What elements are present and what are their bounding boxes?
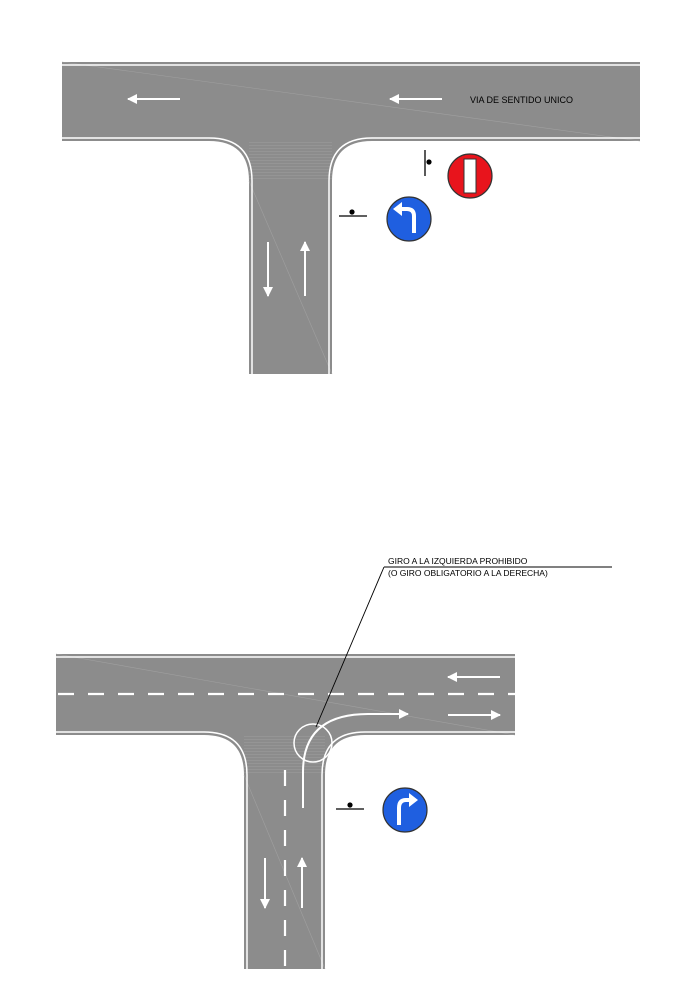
callout-text-line2: (O GIRO OBLIGATORIO A LA DERECHA) — [388, 568, 548, 578]
turn-right-arrow-icon — [383, 788, 427, 832]
turn-left-arrow-icon — [387, 197, 431, 241]
top-crossing-zone — [249, 141, 332, 181]
top-road-surface — [62, 62, 640, 374]
top-road-label: VIA DE SENTIDO UNICO — [470, 95, 574, 105]
right-turn-sign-post — [336, 802, 364, 809]
bottom-edge-right-curb — [322, 732, 515, 969]
left-turn-sign-post — [339, 209, 367, 216]
bottom-crossing-zone — [244, 735, 325, 775]
top-edge-left-curb — [62, 138, 252, 374]
top-intersection — [62, 62, 640, 374]
no-entry-icon — [448, 154, 492, 198]
no-entry-sign-post — [425, 150, 432, 176]
bottom-edge-left-curb — [56, 732, 247, 969]
callout-text-line1: GIRO A LA IZQUIERDA PROHIBIDO — [388, 556, 528, 566]
bottom-intersection — [56, 556, 612, 969]
